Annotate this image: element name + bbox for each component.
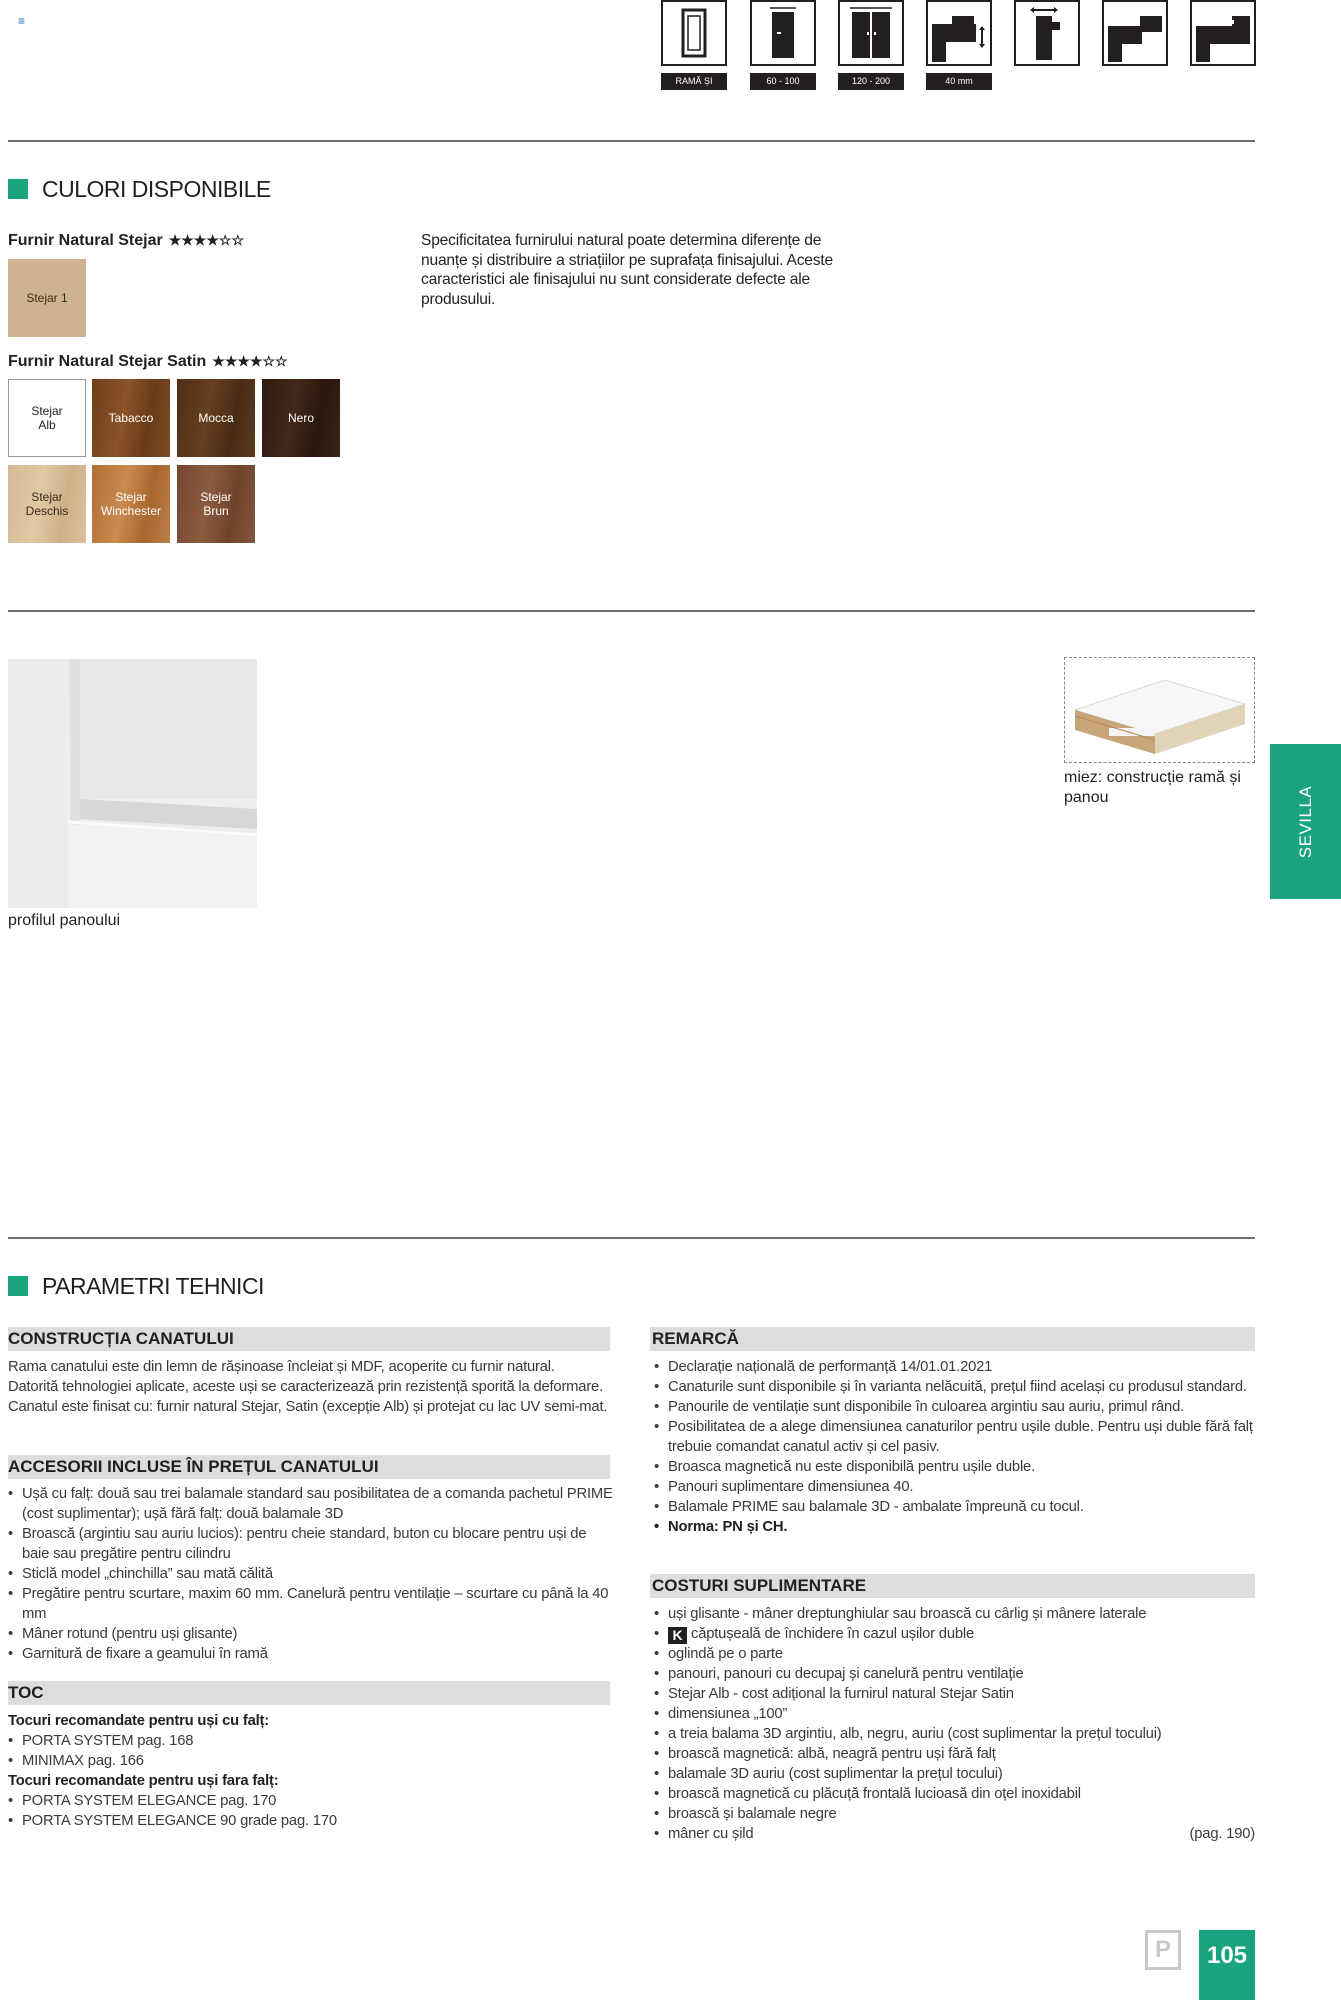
core-construction-caption: miez: construcție ramă și panou: [1064, 769, 1241, 806]
swatch-label: Winchester: [100, 504, 162, 518]
list-item: • Declarație națională de performanță 14/01.01.2021: [654, 1357, 1254, 1377]
group-name: Furnir Natural Stejar: [8, 232, 163, 249]
swatch-label: Stejar: [115, 490, 147, 504]
divider-middle: [8, 610, 1255, 612]
page-number: [1199, 1930, 1255, 2000]
divider-bottom: [8, 1237, 1255, 1239]
toc-rebated-list: [8, 1731, 608, 1771]
construction-text: Rama canatului este din lemn de rășinoase încleiat și MDF, acoperite cu furnir natural. Datorită tehnologiei aplicate, aceste uși se caracterizează prin rezistență sporită la deformare. Canatul este finisat cu: furnir natural Stejar, Satin (excepție Alb) și protejat cu lac UV semi-mat.: [8, 1359, 608, 1415]
swatch-label: Deschis: [25, 504, 69, 518]
list-item-text: căptușeală de închidere în cazul ușilor duble: [691, 1626, 975, 1642]
swatch-label: Stejar: [200, 490, 232, 504]
logo-letter: P: [1154, 1936, 1171, 1963]
panel-profile-caption: profilul panoului: [8, 912, 121, 929]
list-item: • Garnitură de fixare a geamului în ramă: [8, 1644, 614, 1664]
swatch-nero[interactable]: [262, 379, 340, 457]
swatch-stejar-winchester[interactable]: [92, 465, 170, 543]
list-item: • PORTA SYSTEM ELEGANCE 90 grade pag. 170: [8, 1811, 608, 1831]
list-item: • Sticlă model „chinchilla” sau mată călită: [8, 1564, 614, 1584]
list-item: • a treia balama 3D argintiu, alb, negru, auriu (cost suplimentar la prețul tocului): [654, 1724, 1255, 1744]
swatch-stejar-1[interactable]: [8, 259, 86, 337]
swatch-label: Alb: [38, 418, 56, 432]
panel-profile-image: [8, 659, 257, 908]
swatch-mocca[interactable]: [177, 379, 255, 457]
list-item: • broască și balamale negre: [654, 1804, 1255, 1824]
list-item: • Panouri suplimentare dimensiunea 40.: [654, 1477, 1254, 1497]
toc-unrebated-title: Tocuri recomandate pentru uși fara falț:: [8, 1773, 279, 1789]
core-construction-image: [1064, 657, 1255, 763]
list-item: • broască magnetică cu plăcuță frontală lucioasă din oțel inoxidabil: [654, 1784, 1255, 1804]
list-item: • Stejar Alb - cost adițional la furnirul natural Stejar Satin: [654, 1684, 1255, 1704]
extra-costs-list: [654, 1604, 1255, 1844]
tag-single-width: 60 - 100: [750, 73, 816, 90]
params-section-title: PARAMETRI TEHNICI: [42, 1273, 264, 1299]
swatch-label: Stejar: [31, 404, 63, 418]
group-name: Furnir Natural Stejar Satin: [8, 353, 207, 370]
divider-top: [8, 140, 1255, 142]
list-item-k: [654, 1624, 1255, 1644]
swatch-stejar-brun[interactable]: [177, 465, 255, 543]
list-item: • Posibilitatea de a alege dimensiunea canaturilor pentru ușile duble. Pentru uși duble fără falț trebuie comandat canatul activ și cel pasiv.: [654, 1417, 1254, 1457]
swatch-stejar-deschis[interactable]: [8, 465, 86, 543]
thickness-icon: [926, 0, 992, 66]
veneer-note: Specificitatea furnirului natural poate determina diferențe de nuanțe și distribuire a striațiilor pe suprafața finisajului. Aceste caracteristici ale finisajului nu sunt considerate defecte ale produsului.: [421, 232, 833, 308]
rebated-door-icon: [1102, 0, 1168, 66]
page-number-text: 105: [1206, 1942, 1248, 1969]
list-item: • panouri, panouri cu decupaj și canelură pentru ventilație: [654, 1664, 1255, 1684]
construction-heading: CONSTRUCȚIA CANATULUI: [8, 1327, 610, 1351]
remarks-list: [654, 1357, 1254, 1537]
list-item: • Ușă cu falț: două sau trei balamale standard sau posibilitatea de a comanda pachetul PRIME (cost suplimentar); ușă fără falț: două balamale 3D: [8, 1484, 614, 1524]
top-menu-mark: ≡: [18, 14, 26, 28]
swatch-label: Tabacco: [108, 411, 154, 425]
list-item: • Broasca magnetică nu este disponibilă pentru ușile duble.: [654, 1457, 1254, 1477]
section-marker: [8, 179, 28, 199]
group-title-stejar: [8, 232, 244, 250]
swatch-label: Brun: [203, 504, 229, 518]
width-icon: [1014, 0, 1080, 66]
toc-rebated-title: Tocuri recomandate pentru uși cu falț:: [8, 1713, 269, 1729]
rating-stars-icon: ★★★★☆☆: [168, 232, 245, 248]
accessories-heading: ACCESORII INCLUSE ÎN PREȚUL CANATULUI: [8, 1455, 610, 1479]
swatch-label: Mocca: [198, 411, 234, 425]
remarks-heading: REMARCĂ: [650, 1327, 1255, 1351]
swatch-tabacco[interactable]: [92, 379, 170, 457]
swatch-label: Stejar: [31, 490, 63, 504]
side-tab-label: SEVILLA: [1295, 785, 1315, 858]
tag-frame-panel: RAMĂ ȘI PANOU: [661, 73, 727, 90]
swatch-label: Stejar 1: [26, 291, 68, 305]
tag-double-width: 120 - 200: [838, 73, 904, 90]
side-tab-sevilla: [1270, 744, 1341, 899]
page-reference: (pag. 190): [1189, 1826, 1255, 1842]
norm-item: • Norma: PN și CH.: [654, 1517, 1254, 1537]
list-item: • uși glisante - mâner dreptunghiular sau broască cu cârlig și mânere laterale: [654, 1604, 1255, 1624]
list-item: • PORTA SYSTEM ELEGANCE pag. 170: [8, 1791, 608, 1811]
toc-unrebated-list: [8, 1791, 608, 1831]
tag-thickness: 40 mm: [926, 73, 992, 90]
list-item: • dimensiunea „100”: [654, 1704, 1255, 1724]
frame-panel-door-icon: [661, 0, 727, 66]
group-title-stejar-satin: [8, 353, 288, 371]
section-marker: [8, 1276, 28, 1296]
list-item-last: [654, 1824, 1255, 1844]
list-item: • Broască (argintiu sau auriu lucios): pentru cheie standard, buton cu blocare pentru uși de baie sau pregătire pentru cilindru: [8, 1524, 614, 1564]
accessories-list: [8, 1484, 614, 1664]
toc-heading: TOC: [8, 1681, 610, 1705]
k-badge-icon: K: [668, 1627, 687, 1644]
extra-costs-heading: COSTURI SUPLIMENTARE: [650, 1574, 1255, 1598]
list-item: • Mâner rotund (pentru uși glisante): [8, 1624, 614, 1644]
list-item: • broască magnetică: albă, neagră pentru uși fără falț: [654, 1744, 1255, 1764]
list-item-text: • mâner cu șild: [668, 1826, 754, 1842]
list-item: • balamale 3D auriu (cost suplimentar la prețul tocului): [654, 1764, 1255, 1784]
double-door-icon: [838, 0, 904, 66]
list-item: • Pregătire pentru scurtare, maxim 60 mm. Canelură pentru ventilație – scurtare cu până la 40 mm: [8, 1584, 614, 1624]
unrebated-door-icon: [1190, 0, 1256, 66]
single-door-icon: [750, 0, 816, 66]
list-item: • MINIMAX pag. 166: [8, 1751, 608, 1771]
swatch-stejar-alb[interactable]: [8, 379, 86, 457]
rating-stars-icon: ★★★★☆☆: [212, 353, 288, 369]
list-item: • oglindă pe o parte: [654, 1644, 1255, 1664]
list-item: • Canaturile sunt disponibile și în varianta nelăcuită, prețul fiind același cu produsul standard.: [654, 1377, 1254, 1397]
swatch-label: Nero: [287, 411, 314, 425]
colors-section-title: CULORI DISPONIBILE: [42, 176, 271, 202]
list-item: • Balamale PRIME sau balamale 3D - ambalate împreună cu tocul.: [654, 1497, 1254, 1517]
list-item: • PORTA SYSTEM pag. 168: [8, 1731, 608, 1751]
porta-logo-icon: [1145, 1930, 1181, 1970]
list-item: • Panourile de ventilație sunt disponibile în culoarea argintiu sau auriu, primul rând.: [654, 1397, 1254, 1417]
